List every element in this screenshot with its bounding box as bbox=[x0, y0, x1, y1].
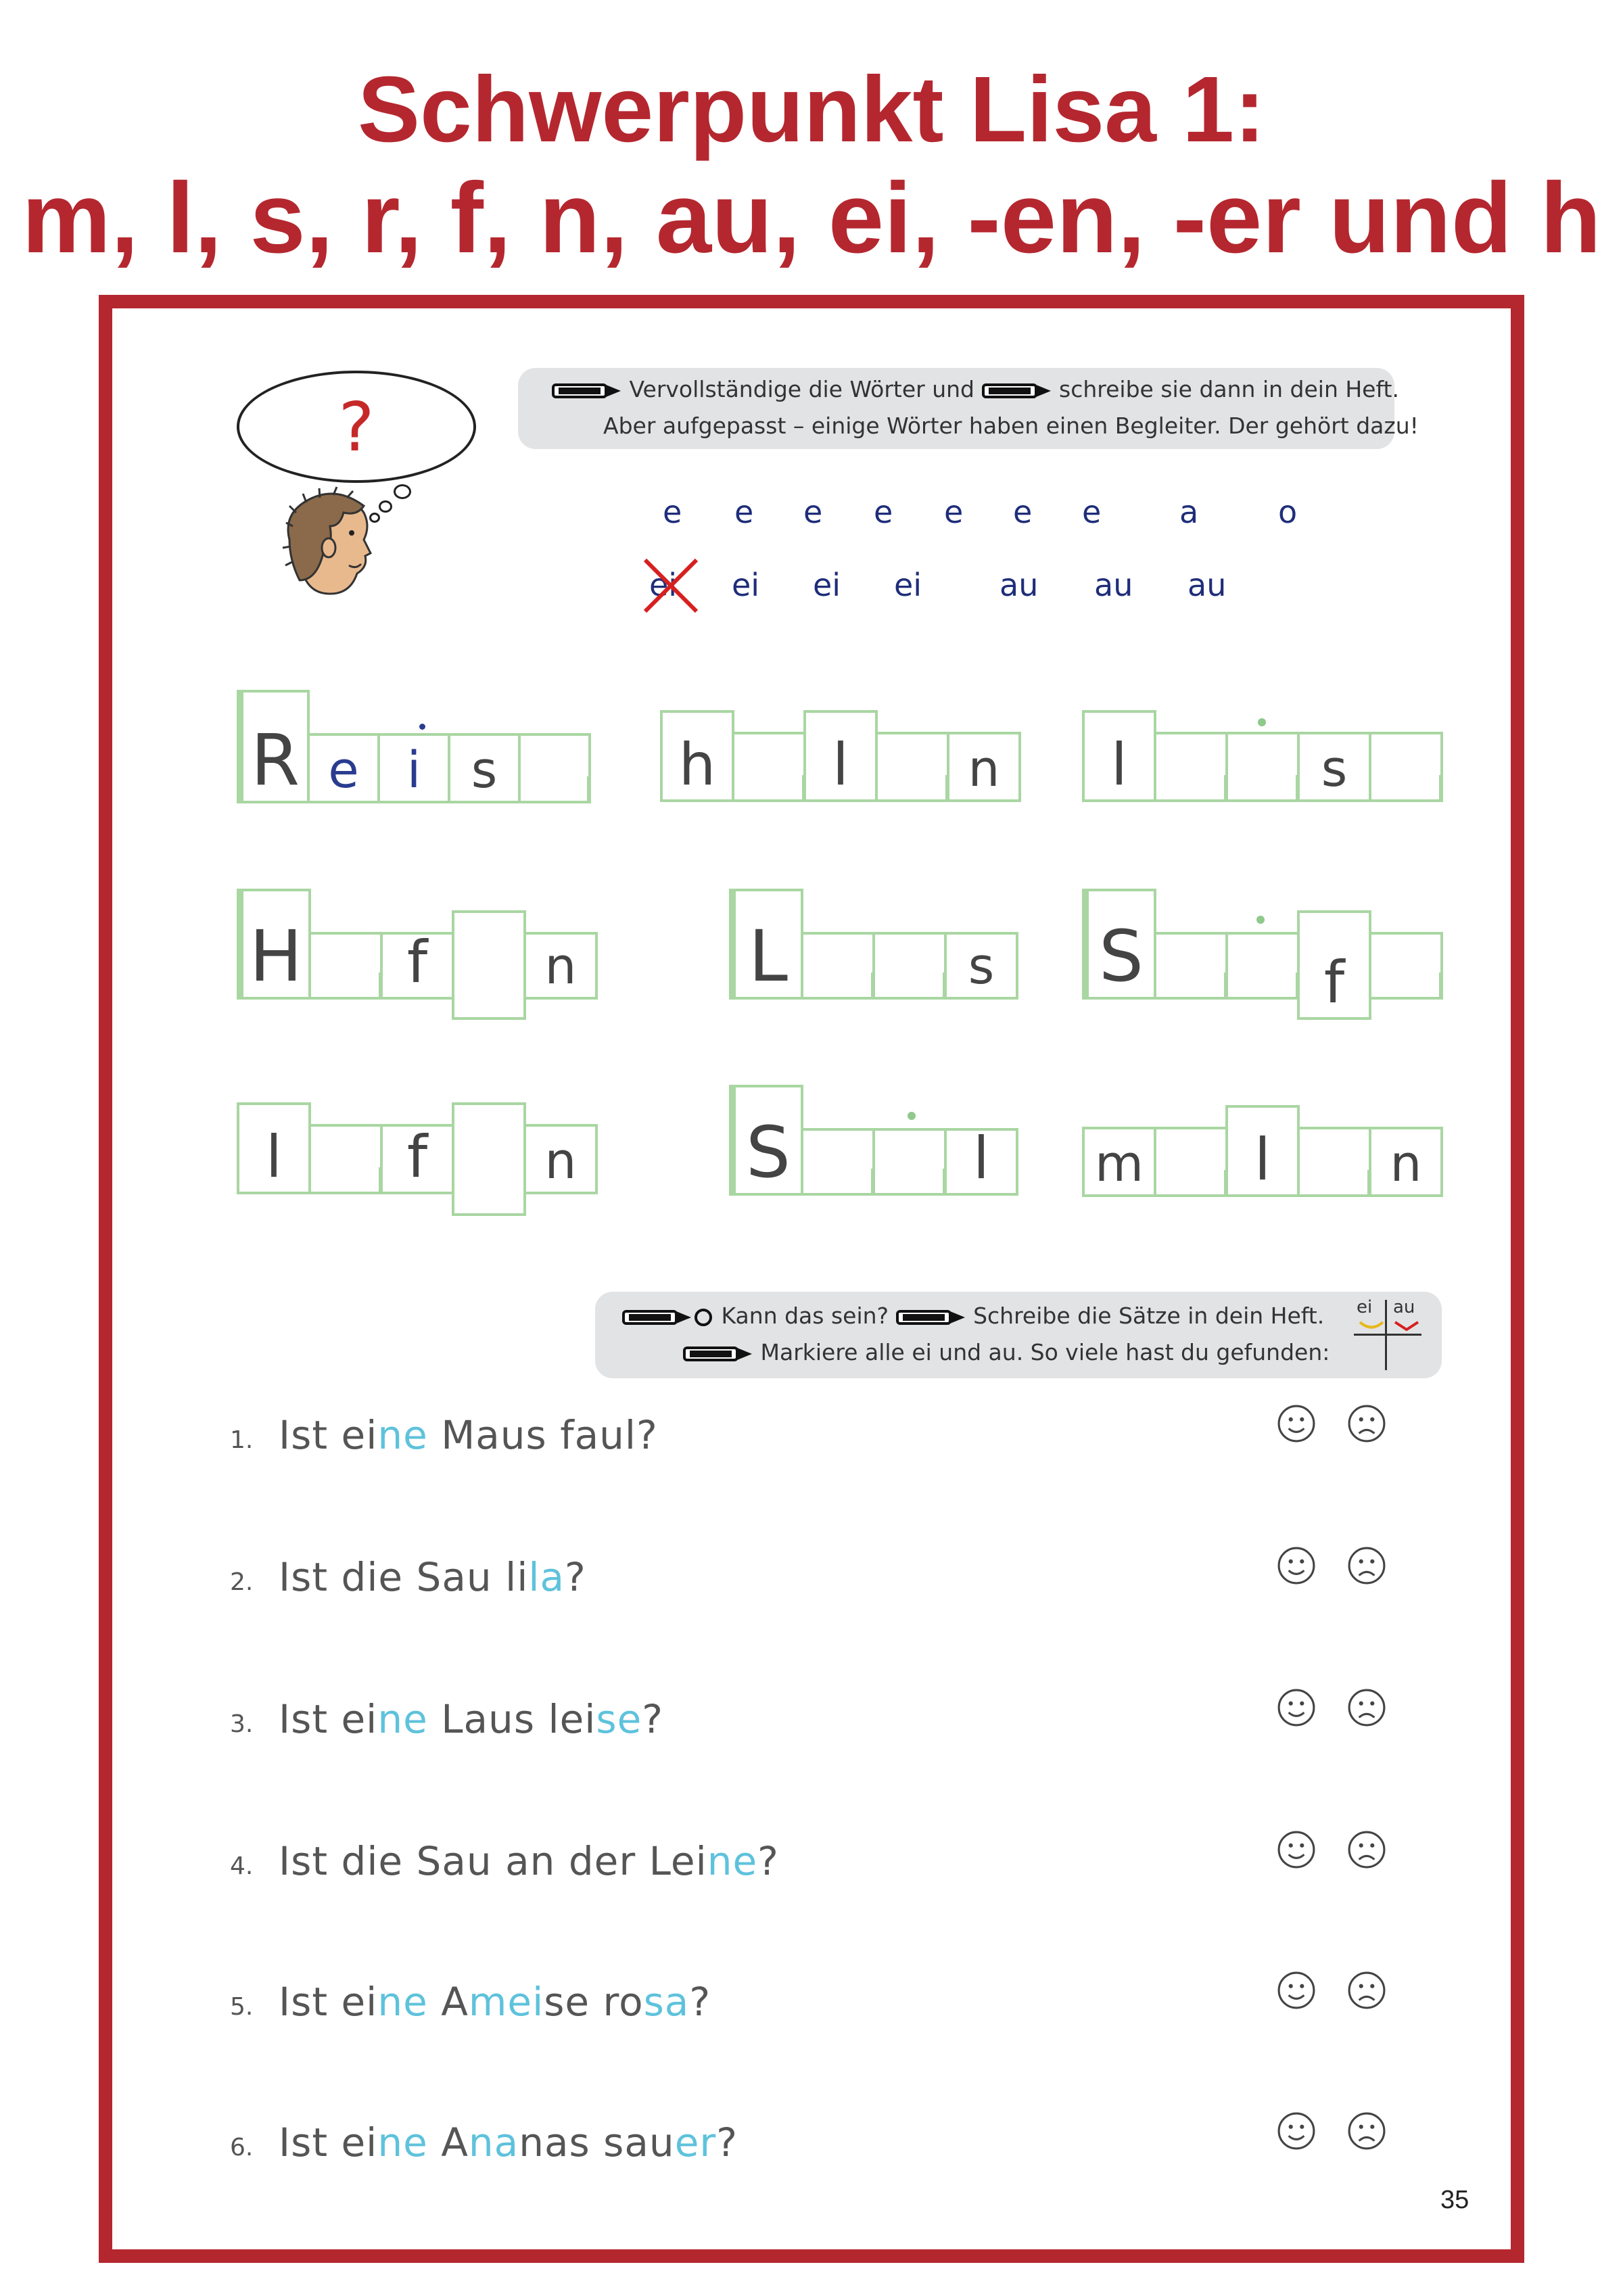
highlighted-syllable: ne bbox=[377, 2119, 428, 2165]
cell-letter: R bbox=[250, 719, 300, 801]
cell-letter: l bbox=[266, 1123, 282, 1191]
tally-label-ei: ei bbox=[1357, 1297, 1373, 1317]
letter-cell bbox=[1297, 910, 1371, 1020]
letter-bank-item: a bbox=[1179, 494, 1199, 530]
pencil-icon bbox=[552, 381, 622, 401]
letter-cell bbox=[380, 1124, 454, 1194]
page-number: 35 bbox=[1440, 2186, 1469, 2214]
sentence-fragment: nas sau bbox=[519, 2119, 675, 2165]
letter-bank-item: e bbox=[734, 494, 754, 530]
sentence-row bbox=[230, 1829, 1380, 1890]
instruction-2-text-a: Kann das sein? bbox=[721, 1303, 889, 1329]
sentence-fragment: A bbox=[427, 1979, 469, 2025]
happy-face-icon[interactable] bbox=[1277, 1830, 1316, 1872]
letter-cell bbox=[380, 929, 454, 1000]
happy-face-icon[interactable] bbox=[1277, 2111, 1316, 2153]
blank-letter-cell[interactable] bbox=[308, 932, 383, 1000]
blank-letter-cell[interactable] bbox=[1369, 732, 1443, 802]
letter-bank-item: au bbox=[999, 567, 1039, 603]
sentence-text bbox=[279, 2119, 738, 2165]
cell-letter: S bbox=[745, 1111, 791, 1194]
cell-letter: m bbox=[1094, 1135, 1144, 1193]
cell-letter: h bbox=[678, 731, 716, 799]
highlighted-syllable: ne bbox=[707, 1838, 758, 1884]
sentence-fragment: Ist ei bbox=[279, 1979, 378, 2025]
highlighted-syllable: er bbox=[674, 2119, 717, 2165]
happy-face-icon[interactable] bbox=[1277, 1688, 1316, 1730]
letter-cell bbox=[1369, 1127, 1443, 1197]
sentence-row bbox=[230, 1687, 1380, 1748]
blank-letter-cell[interactable] bbox=[1154, 732, 1228, 802]
cell-letter: e bbox=[328, 741, 359, 799]
cell-letter: n bbox=[544, 937, 577, 995]
blank-letter-cell[interactable] bbox=[872, 932, 947, 1000]
letter-cell bbox=[1082, 1127, 1156, 1197]
highlighted-syllable: mei bbox=[468, 1979, 544, 2025]
letter-cell bbox=[729, 1085, 803, 1196]
cell-divider-tick bbox=[587, 776, 589, 801]
letter-cell bbox=[729, 889, 803, 1000]
sentence-text bbox=[279, 1412, 658, 1458]
blank-letter-cell[interactable] bbox=[452, 910, 526, 1020]
sentence-fragment: Ist die Sau an der Lei bbox=[279, 1838, 707, 1884]
letter-cell bbox=[944, 932, 1018, 1000]
sad-face-icon[interactable] bbox=[1347, 1546, 1386, 1588]
cross-mark-icon bbox=[641, 556, 701, 615]
i-dot-marker bbox=[1256, 916, 1265, 924]
sentence-text bbox=[279, 1979, 711, 2025]
blank-letter-cell[interactable] bbox=[1369, 932, 1443, 1000]
letter-cell bbox=[237, 690, 310, 803]
instruction-box-1 bbox=[518, 368, 1419, 449]
cell-divider-tick bbox=[1439, 775, 1441, 799]
sentence-fragment: Ist ei bbox=[279, 1696, 378, 1742]
cell-letter: n bbox=[1390, 1135, 1422, 1193]
instruction-2-text-b: Schreibe die Sätze in dein Heft. bbox=[973, 1303, 1325, 1329]
sad-face-icon[interactable] bbox=[1347, 1404, 1386, 1446]
instruction-2-line-2: Markiere alle ei und au. So viele hast du gefunden: bbox=[760, 1339, 1330, 1365]
sad-face-icon[interactable] bbox=[1347, 2111, 1386, 2153]
instruction-box-2 bbox=[595, 1292, 1442, 1378]
cell-letter: S bbox=[1098, 915, 1144, 998]
letter-bank-item: au bbox=[1187, 567, 1227, 603]
cell-letter: s bbox=[471, 741, 498, 799]
letter-bank-item: e bbox=[1013, 494, 1033, 530]
sentence-row bbox=[230, 1545, 1380, 1606]
letter-bank-item: e bbox=[874, 494, 893, 530]
letter-cell bbox=[1297, 732, 1371, 802]
letter-cell bbox=[660, 710, 734, 802]
happy-face-icon[interactable] bbox=[1277, 1546, 1316, 1588]
letter-bank-item: e bbox=[663, 494, 682, 530]
blank-letter-cell[interactable] bbox=[801, 932, 875, 1000]
blank-letter-cell[interactable] bbox=[1154, 1127, 1228, 1197]
blank-letter-cell[interactable] bbox=[1225, 732, 1300, 802]
cell-letter: f bbox=[1323, 949, 1345, 1016]
sentence-fragment: ? bbox=[642, 1696, 664, 1742]
letter-cell bbox=[237, 889, 311, 1000]
sentence-fragment: ? bbox=[565, 1554, 586, 1600]
sad-face-icon[interactable] bbox=[1347, 1971, 1386, 2013]
i-dot-marker bbox=[419, 724, 425, 730]
blank-letter-cell[interactable] bbox=[875, 732, 949, 802]
highlighted-syllable: la bbox=[528, 1554, 565, 1600]
cell-letter: l bbox=[1254, 1126, 1271, 1194]
question-mark-icon: ? bbox=[338, 387, 375, 467]
letter-bank-item: o bbox=[1278, 494, 1298, 530]
highlighted-syllable: sa bbox=[643, 1979, 690, 2025]
sentence-number: 5. bbox=[230, 1993, 254, 2021]
letter-cell bbox=[523, 932, 598, 1000]
cell-letter: n bbox=[968, 740, 1000, 798]
sentence-fragment: ? bbox=[716, 2119, 738, 2165]
letter-bank-item: au bbox=[1094, 567, 1133, 603]
instruction-1-text-b: schreibe sie dann in dein Heft. bbox=[1059, 376, 1399, 402]
sentence-fragment: A bbox=[427, 2119, 469, 2165]
letter-cell bbox=[523, 1124, 598, 1194]
sentence-text bbox=[279, 1838, 779, 1884]
cell-letter: f bbox=[406, 1123, 428, 1191]
cell-letter: i bbox=[406, 741, 421, 799]
cell-letter: f bbox=[406, 929, 428, 996]
cell-letter: s bbox=[968, 937, 995, 995]
letter-cell bbox=[947, 732, 1021, 802]
pencil-icon bbox=[683, 1344, 753, 1364]
sentence-row bbox=[230, 1969, 1380, 2030]
pencil-icon bbox=[982, 381, 1052, 401]
child-head-icon bbox=[276, 486, 398, 607]
letter-bank-item: e bbox=[944, 494, 964, 530]
letter-cell bbox=[448, 733, 521, 803]
sentence-number: 4. bbox=[230, 1852, 254, 1880]
page-title-line-2: m, l, s, r, f, n, au, ei, -en, -er und h bbox=[22, 162, 1601, 274]
i-dot-marker bbox=[1258, 718, 1266, 726]
letter-bank-item: ei bbox=[732, 567, 760, 603]
letter-cell bbox=[1082, 889, 1156, 1000]
letter-cell bbox=[803, 710, 878, 802]
blank-letter-cell[interactable] bbox=[872, 1128, 947, 1196]
sentence-fragment: ? bbox=[757, 1838, 779, 1884]
blank-letter-cell[interactable] bbox=[801, 1128, 875, 1196]
sentence-number: 6. bbox=[230, 2134, 254, 2161]
blank-letter-cell[interactable] bbox=[732, 732, 806, 802]
sentence-fragment: se ro bbox=[544, 1979, 644, 2025]
blank-letter-cell[interactable] bbox=[1225, 932, 1300, 1000]
cell-letter: s bbox=[1321, 740, 1348, 798]
sentence-number: 3. bbox=[230, 1710, 254, 1738]
sentence-fragment: Ist ei bbox=[279, 2119, 378, 2165]
cell-letter: l bbox=[973, 1125, 989, 1192]
page-title-line-1: Schwerpunkt Lisa 1: bbox=[358, 57, 1265, 162]
sentence-row bbox=[230, 1403, 1380, 1463]
letter-cell bbox=[944, 1125, 1018, 1196]
sentence-fragment: Laus lei bbox=[427, 1696, 596, 1742]
cell-letter: H bbox=[249, 915, 303, 998]
instruction-1-line-2: Aber aufgepasst – einige Wörter haben einen Begleiter. Der gehört dazu! bbox=[603, 413, 1419, 439]
blank-letter-cell[interactable] bbox=[518, 733, 591, 803]
cell-letter: n bbox=[544, 1132, 577, 1190]
cell-divider-tick bbox=[1439, 973, 1441, 997]
cell-letter: L bbox=[749, 915, 788, 998]
sentence-text bbox=[279, 1554, 586, 1600]
letter-bank-item: e bbox=[1082, 494, 1102, 530]
cell-letter: l bbox=[1111, 731, 1127, 799]
blank-letter-cell[interactable] bbox=[452, 1102, 526, 1216]
sentence-fragment: Ist bbox=[279, 1412, 342, 1458]
sad-face-icon[interactable] bbox=[1347, 1830, 1386, 1872]
cell-letter: l bbox=[832, 731, 849, 799]
instruction-1-text-a: Vervollständige die Wörter und bbox=[629, 376, 975, 402]
blank-letter-cell[interactable] bbox=[308, 1124, 383, 1194]
tally-label-au: au bbox=[1393, 1297, 1415, 1317]
sentence-fragment: Ist die Sau li bbox=[279, 1554, 529, 1600]
sentence-row bbox=[230, 2110, 1380, 2171]
i-dot-marker bbox=[908, 1112, 916, 1120]
letter-bank-crossed-item: ei bbox=[649, 567, 678, 603]
blank-letter-cell[interactable] bbox=[1297, 1127, 1371, 1197]
letter-cell bbox=[307, 733, 380, 803]
letter-bank-item: e bbox=[803, 494, 823, 530]
pencil-icon bbox=[896, 1307, 966, 1328]
sentence-fragment: Maus faul? bbox=[427, 1412, 658, 1458]
blank-letter-cell[interactable] bbox=[1154, 932, 1228, 1000]
happy-face-icon[interactable] bbox=[1277, 1404, 1316, 1446]
letter-cell bbox=[377, 733, 450, 803]
highlighted-syllable: ne bbox=[377, 1412, 428, 1458]
sentence-fragment: ? bbox=[689, 1979, 711, 2025]
letter-bank-item: ei bbox=[894, 567, 922, 603]
letter-bank-item: ei bbox=[813, 567, 841, 603]
thought-bubble bbox=[237, 371, 476, 483]
happy-face-icon[interactable] bbox=[1277, 1971, 1316, 2013]
letter-cell bbox=[237, 1102, 311, 1194]
highlighted-syllable: na bbox=[468, 2119, 519, 2165]
highlighted-syllable: ne bbox=[377, 1979, 428, 2025]
yellow-arc-icon bbox=[1358, 1320, 1385, 1331]
sentence-fragment: ei bbox=[341, 1412, 378, 1458]
sentence-number: 2. bbox=[230, 1568, 254, 1596]
red-v-icon bbox=[1393, 1320, 1420, 1331]
pencil-circle-icon bbox=[622, 1307, 714, 1328]
highlighted-syllable: se bbox=[596, 1696, 642, 1742]
sentence-text bbox=[279, 1696, 663, 1742]
sad-face-icon[interactable] bbox=[1347, 1688, 1386, 1730]
letter-cell bbox=[1225, 1105, 1300, 1197]
letter-cell bbox=[1082, 710, 1156, 802]
tally-cross bbox=[1354, 1334, 1421, 1336]
sentence-number: 1. bbox=[230, 1426, 254, 1454]
highlighted-syllable: ne bbox=[377, 1696, 428, 1742]
